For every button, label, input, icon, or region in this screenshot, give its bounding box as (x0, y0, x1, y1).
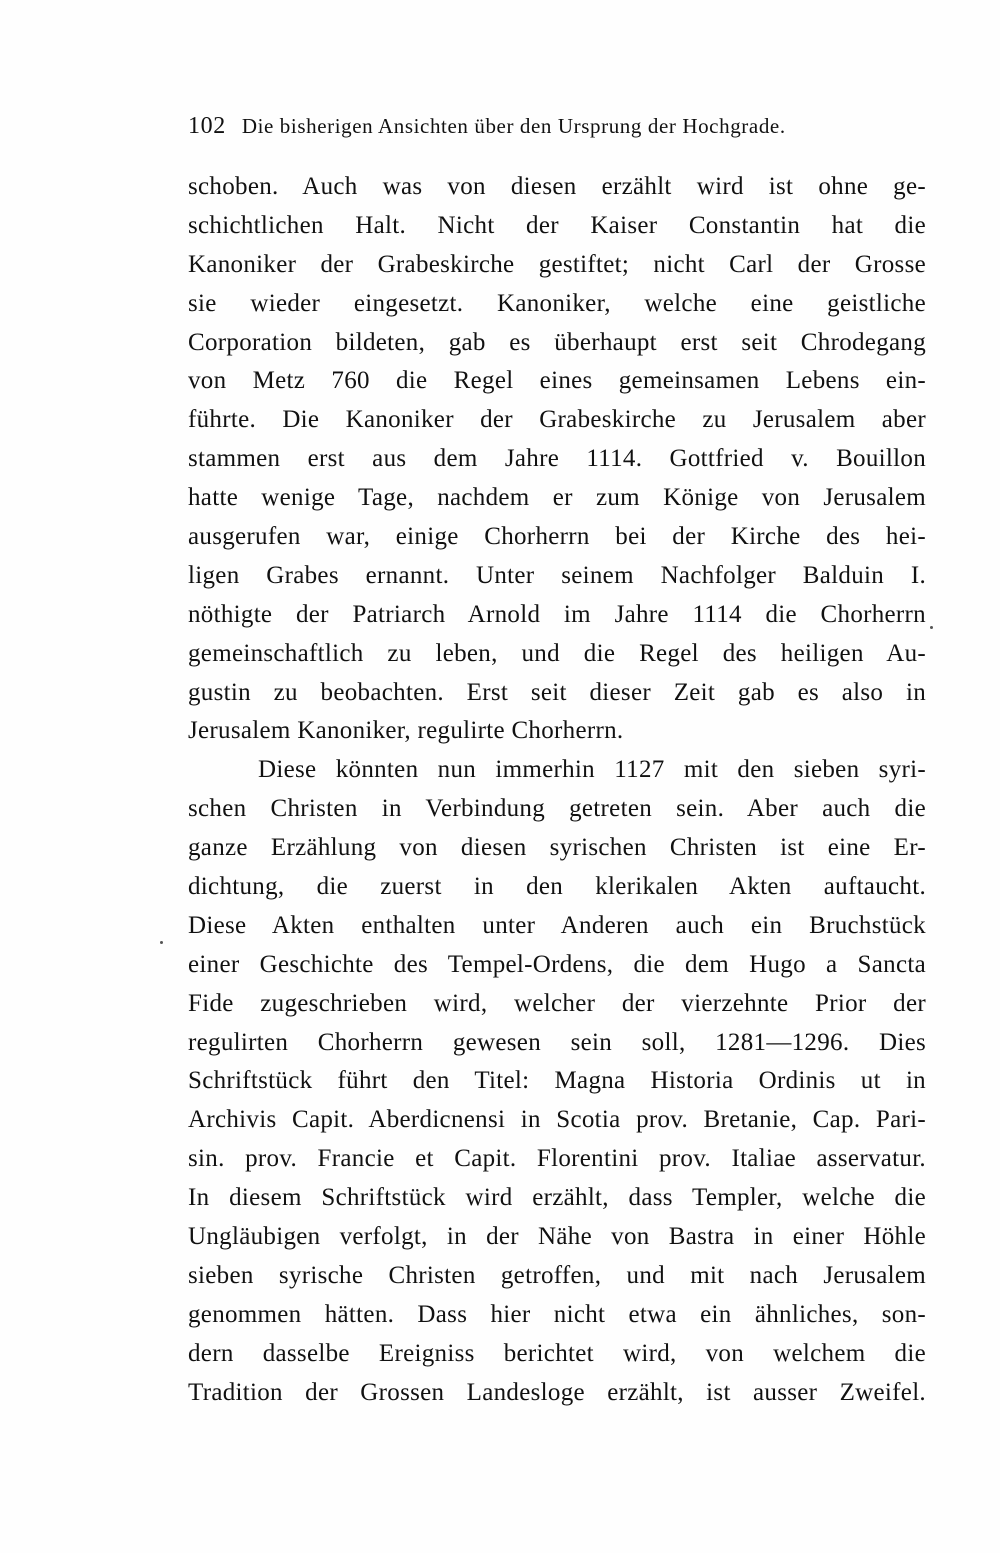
text-line: Diese Akten enthalten unter Anderen auch ein Bruchstück (188, 911, 926, 939)
text-line: Kanoniker der Grabeskirche gestiftet; nicht Carl der Grosse (188, 250, 926, 278)
text-line: dern dasselbe Ereigniss berichtet wird, von welchem die (188, 1339, 926, 1367)
text-line: Fide zugeschrieben wird, welcher der vierzehnte Prior der (188, 989, 926, 1017)
text-line: Schriftstück führt den Titel: Magna Historia Ordinis ut in (188, 1067, 926, 1095)
text-line: regulirten Chorherrn gewesen sein soll, 1281—1296. Dies (188, 1028, 926, 1056)
text-line: In diesem Schriftstück wird erzählt, dass Templer, welche die (188, 1184, 926, 1212)
running-head (188, 113, 928, 140)
text-line: gustin zu beobachten. Erst seit dieser Zeit gab es also in (188, 678, 926, 706)
text-line: sin. prov. Francie et Capit. Florentini prov. Italiae asservatur. (188, 1145, 926, 1173)
text-line: hatte wenige Tage, nachdem er zum Könige von Jerusalem (188, 484, 926, 512)
text-line: genommen hätten. Dass hier nicht etwa ein ähnliches, son- (188, 1300, 926, 1328)
text-line: von Metz 760 die Regel eines gemeinsamen Lebens ein- (188, 367, 926, 395)
text-line: dichtung, die zuerst in den klerikalen Akten auftaucht. (188, 873, 926, 901)
text-line: stammen erst aus dem Jahre 1114. Gottfried v. Bouillon (188, 445, 926, 473)
text-line: nöthigte der Patriarch Arnold im Jahre 1114 die Chorherrn (188, 600, 926, 628)
text-line: schichtlichen Halt. Nicht der Kaiser Constantin hat die (188, 211, 926, 239)
text-line: ligen Grabes ernannt. Unter seinem Nachfolger Balduin I. (188, 561, 926, 589)
text-line: Ungläubigen verfolgt, in der Nähe von Bastra in einer Höhle (188, 1223, 926, 1251)
text-line: Archivis Capit. Aberdicnensi in Scotia prov. Bretanie, Cap. Pari- (188, 1106, 926, 1134)
text-line: Jerusalem Kanoniker, regulirte Chorherrn. (188, 717, 624, 745)
text-line: einer Geschichte des Tempel-Ordens, die dem Hugo a Sancta (188, 950, 926, 978)
body-text (188, 168, 926, 1413)
text-line: gemeinschaftlich zu leben, und die Regel des heiligen Au- (188, 639, 926, 667)
print-speck (160, 941, 163, 944)
text-line: ganze Erzählung von diesen syrischen Christen ist eine Er- (188, 834, 926, 862)
text-line: sie wieder eingesetzt. Kanoniker, welche eine geistliche (188, 289, 926, 317)
print-speck (930, 626, 933, 629)
text-line: Corporation bildeten, gab es überhaupt erst seit Chrodegang (188, 328, 926, 356)
page-number: 102 (188, 113, 226, 139)
text-line: ausgerufen war, einige Chorherrn bei der Kirche des hei- (188, 523, 926, 551)
text-line: Tradition der Grossen Landesloge erzählt, ist ausser Zweifel. (188, 1378, 926, 1406)
text-line: führte. Die Kanoniker der Grabeskirche zu Jerusalem aber (188, 406, 926, 434)
text-line: sieben syrische Christen getroffen, und mit nach Jerusalem (188, 1261, 926, 1289)
text-line: schoben. Auch was von diesen erzählt wird ist ohne ge- (188, 173, 926, 200)
text-line: Diese könnten nun immerhin 1127 mit den sieben syri- (258, 756, 926, 784)
text-line: schen Christen in Verbindung getreten sein. Aber auch die (188, 795, 926, 823)
running-head-title: Die bisherigen Ansichten über den Ursprung der Hochgrade. (241, 114, 786, 138)
